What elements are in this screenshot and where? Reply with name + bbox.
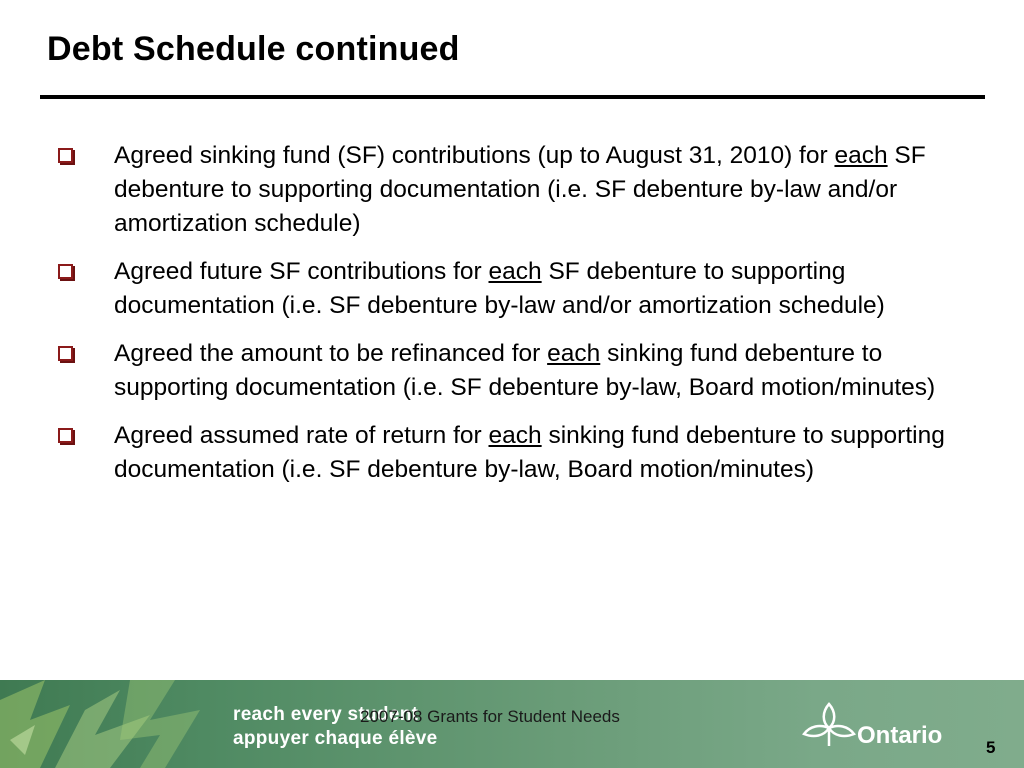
bullet-item: [0, 139, 974, 241]
footer-banner: [0, 680, 1024, 768]
leaf-art-icon: [0, 680, 220, 768]
bullet-text: sinking fund debenture to supporting documentation (i.e. SF debenture by-law, Board motion/minutes): [114, 340, 936, 401]
bullet-list: [0, 139, 1024, 501]
bullet-item: [0, 255, 974, 323]
bullet-item: [0, 337, 974, 405]
slogan-english: reach every student: [233, 704, 419, 725]
bullet-emphasis: each: [834, 142, 888, 169]
slogan-french: appuyer chaque élève: [233, 728, 438, 749]
bullet-item: [0, 419, 974, 487]
bullet-text: Agreed assumed rate of return for: [114, 422, 489, 449]
bullet-text: SF debenture to supporting documentation (i.e. SF debenture by-law and/or amortization schedule): [114, 258, 885, 319]
bullet-text: SF debenture to supporting documentation (i.e. SF debenture by-law and/or amortization schedule): [114, 142, 926, 237]
trillium-logo-icon: [800, 700, 858, 750]
page-number: 5: [986, 738, 996, 757]
checkbox-bullet-icon: [58, 264, 73, 279]
checkbox-bullet-icon: [58, 346, 73, 361]
bullet-text: Agreed the amount to be refinanced for: [114, 340, 548, 367]
checkbox-bullet-icon: [58, 428, 73, 443]
slide-title: Debt Schedule continued: [47, 30, 460, 68]
bullet-emphasis: each: [547, 340, 601, 367]
footer-caption: 2007-08 Grants for Student Needs: [360, 707, 620, 726]
checkbox-bullet-icon: [58, 148, 73, 163]
title-divider: [40, 95, 985, 99]
bullet-emphasis: each: [488, 422, 542, 449]
bullet-text: sinking fund debenture to supporting documentation (i.e. SF debenture by-law, Board motion/minutes): [114, 422, 945, 483]
bullet-text: Agreed future SF contributions for: [114, 258, 489, 285]
bullet-text: Agreed sinking fund (SF) contributions (up to August 31, 2010) for: [114, 142, 835, 169]
ontario-brand: Ontario: [857, 722, 943, 749]
bullet-emphasis: each: [488, 258, 542, 285]
